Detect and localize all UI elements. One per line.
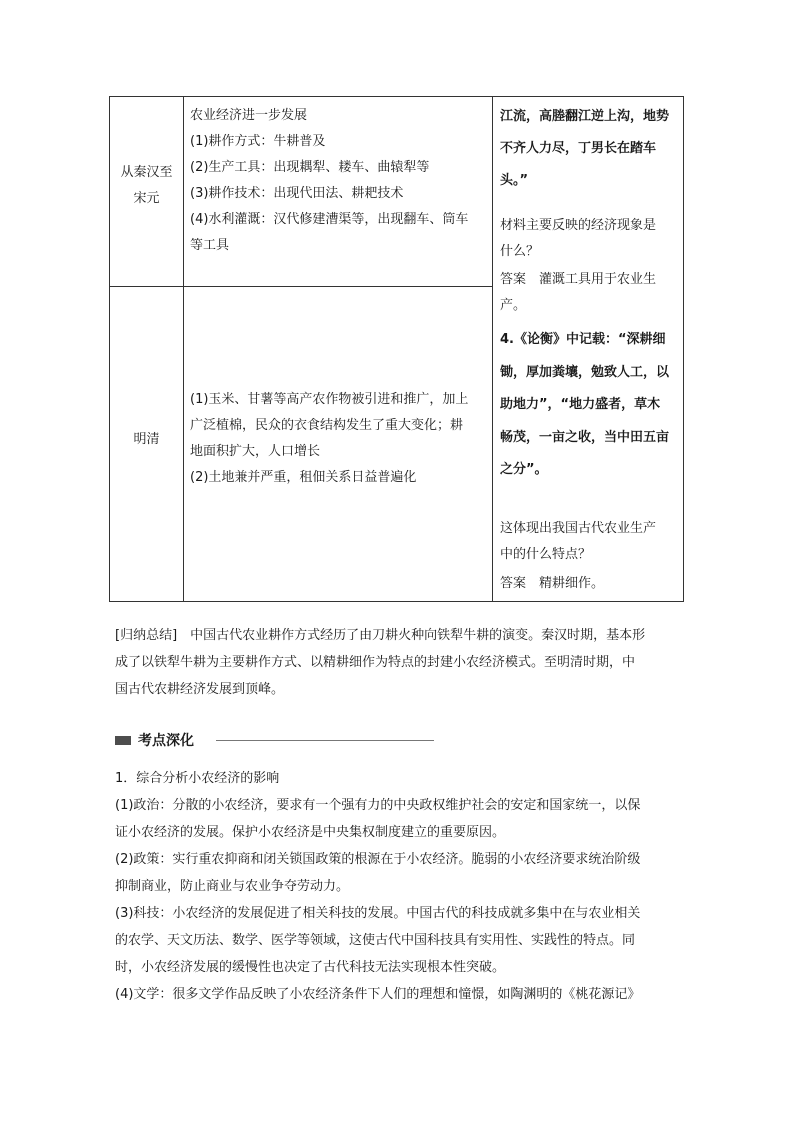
content-line: (3)耕作技术：出现代田法、耕耙技术 — [190, 186, 404, 201]
quote-line: 头。” — [500, 173, 529, 188]
side-quote-2 — [500, 324, 669, 487]
quote-line: 4.《论衡》中记载：“深耕细 — [500, 332, 666, 347]
body-paragraphs — [115, 765, 691, 1008]
side-question-1 — [500, 213, 656, 265]
body-line: (4)文学：很多文学作品反映了小农经济条件下人们的理想和憧憬，如陶渊明的《桃花源记》 — [115, 987, 641, 1002]
content-line: 等工具 — [190, 238, 230, 253]
table-row-divider — [110, 286, 493, 287]
question-line: 什么？ — [500, 244, 540, 259]
history-table — [109, 96, 684, 602]
answer-line: 答案 灌溉工具用于农业生 — [500, 272, 657, 287]
quote-line: 锄，厚加粪壤，勉致人工，以 — [500, 364, 670, 380]
content-line: (4)水利灌溉：汉代修建漕渠等，出现翻车、筒车 — [190, 212, 469, 227]
quote-line: 助地力”，“地力盛者，草木 — [500, 397, 661, 412]
content-line: (2)生产工具：出现耦犁、耧车、曲辕犁等 — [190, 160, 430, 175]
body-line: 的农学、天文历法、数学、医学等领域，这使古代中国科技具有实用性、实践性的特点。同 — [115, 933, 636, 948]
quote-line: 畅茂，一亩之收，当中田五亩 — [500, 429, 670, 445]
section-divider — [216, 740, 434, 741]
quote-line: 江流，高塍翻江逆上沟，地势 — [500, 109, 670, 124]
body-line: (3)科技：小农经济的发展促进了相关科技的发展。中国古代的科技成就多集中在与农业相关 — [115, 906, 641, 921]
answer-line: 产。 — [500, 298, 527, 313]
body-line: 证小农经济的发展。保护小农经济是中央集权制度建立的重要原因。 — [115, 825, 506, 840]
table-row-2-era — [110, 427, 183, 453]
square-bullet-icon — [115, 736, 131, 745]
summary-line: [归纳总结] 中国古代农业耕作方式经历了由刀耕火种向铁犁牛耕的演变。秦汉时期，基本形 — [115, 628, 646, 643]
section-title: 考点深化 — [138, 733, 194, 749]
side-question-2 — [500, 516, 656, 568]
summary-paragraph — [115, 622, 691, 703]
content-line: 地面积扩大，人口增长 — [190, 444, 321, 459]
question-line: 中的什么特点？ — [500, 547, 592, 562]
answer-line: 答案 精耕细作。 — [500, 576, 605, 591]
summary-line: 国古代农耕经济发展到顶峰。 — [115, 682, 285, 697]
content-line: (1)玉米、甘薯等高产农作物被引进和推广，加上 — [190, 392, 469, 407]
body-line: 抑制商业，防止商业与农业争夺劳动力。 — [115, 879, 350, 894]
body-line: (2)政策：实行重农抑商和闭关锁国政策的根源在于小农经济。脆弱的小农经济要求统治阶级 — [115, 852, 641, 867]
content-line: 农业经济进一步发展 — [190, 108, 308, 123]
content-line: (1)耕作方式：牛耕普及 — [190, 134, 326, 149]
era-line: 明清 — [133, 432, 160, 447]
side-answer-1 — [500, 267, 656, 319]
body-line: (1)政治：分散的小农经济，要求有一个强有力的中央政权维护社会的安定和国家统一，以保 — [115, 798, 641, 813]
question-line: 材料主要反映的经济现象是 — [500, 218, 657, 233]
table-row-2-content — [190, 387, 490, 491]
side-answer-2 — [500, 571, 604, 597]
summary-line: 成了以铁犁牛耕为主要耕作方式、以精耕细作为特点的封建小农经济模式。至明清时期，中 — [115, 655, 636, 670]
quote-line: 之分”。 — [500, 462, 548, 477]
body-line: 时，小农经济发展的缓慢性也决定了古代科技无法实现根本性突破。 — [115, 960, 506, 975]
content-line: 广泛植棉，民众的衣食结构发生了重大变化；耕 — [190, 418, 464, 433]
table-col-divider-2 — [492, 97, 493, 601]
content-line: (2)土地兼并严重，租佃关系日益普遍化 — [190, 470, 417, 485]
table-row-1-era — [110, 160, 183, 212]
table-col-divider-1 — [183, 97, 184, 601]
table-row-1-content — [190, 103, 490, 259]
question-line: 这体现出我国古代农业生产 — [500, 521, 657, 536]
era-line: 从秦汉至 — [120, 165, 173, 180]
body-line: 1．综合分析小农经济的影响 — [115, 771, 280, 786]
section-heading — [115, 730, 194, 750]
quote-line: 不齐人力尽，丁男长在踏车 — [500, 141, 657, 156]
era-line: 宋元 — [133, 191, 160, 206]
side-quote-top — [500, 101, 669, 197]
